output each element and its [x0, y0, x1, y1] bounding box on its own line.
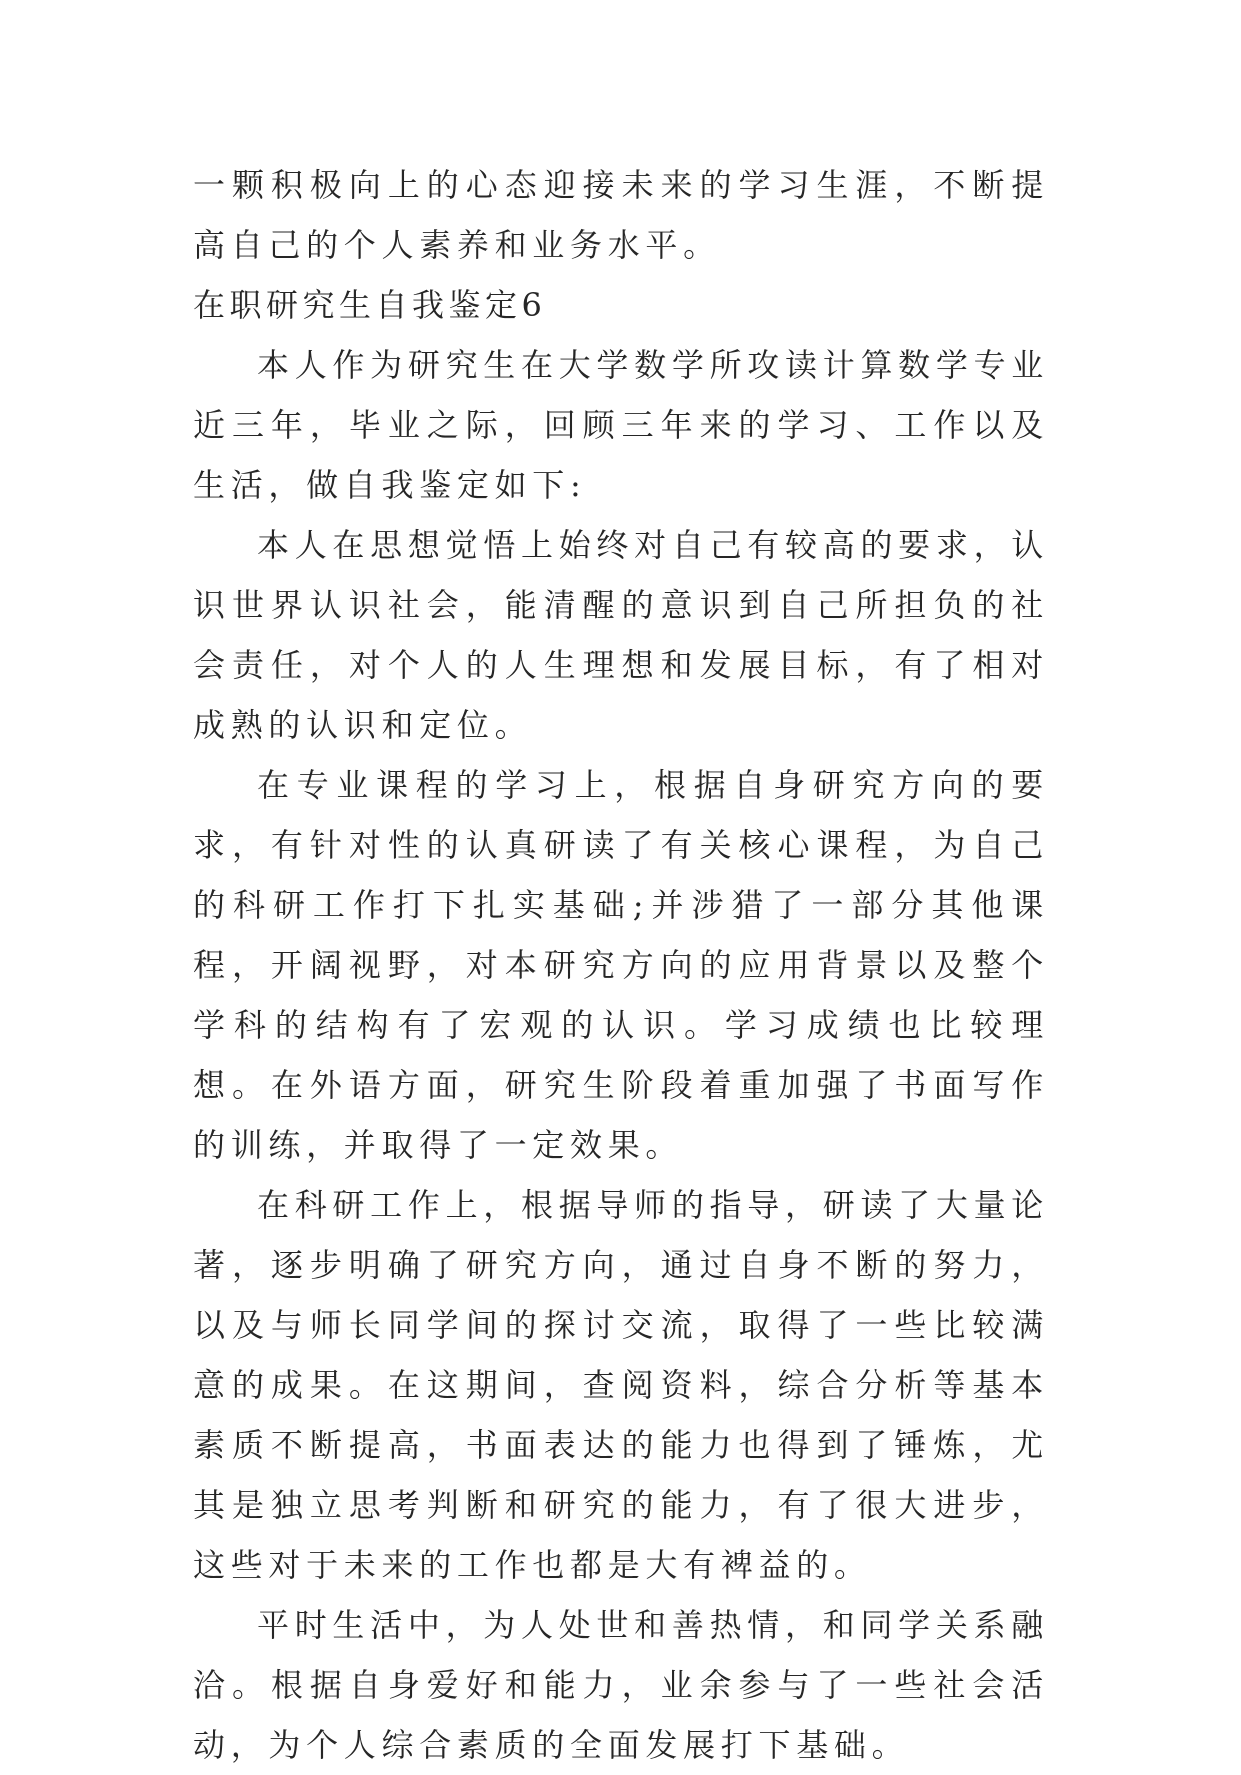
paragraph-research: 在科研工作上，根据导师的指导，研读了大量论著，逐步明确了研究方向，通过自身不断的努力，以及与师长同学间的探讨交流，取得了一些比较满意的成果。在这期间，查阅资料，综合分析等基本素质不断提高，书面表达的能力也得到了锤炼，尤其是独立思考判断和研究的能力，有了很大进步，这些对于未来的工作也都是大有裨益的。	[193, 1186, 1049, 1584]
paragraph-thought: 本人在思想觉悟上始终对自己有较高的要求，认识世界认识社会，能清醒的意识到自己所担负的社会责任，对个人的人生理想和发展目标，有了相对成熟的认识和定位。	[193, 526, 1049, 744]
section-heading: 在职研究生自我鉴定6	[193, 286, 547, 324]
continued-paragraph: 一颗积极向上的心态迎接未来的学习生涯，不断提高自己的个人素养和业务水平。	[193, 166, 1049, 264]
paragraph-intro: 本人作为研究生在大学数学所攻读计算数学专业近三年，毕业之际，回顾三年来的学习、工作以及生活，做自我鉴定如下:	[193, 346, 1049, 504]
paragraph-courses: 在专业课程的学习上，根据自身研究方向的要求，有针对性的认真研读了有关核心课程，为自己的科研工作打下扎实基础;并涉猎了一部分其他课程，开阔视野，对本研究方向的应用背景以及整个学科的结构有了宏观的认识。学习成绩也比较理想。在外语方面，研究生阶段着重加强了书面写作的训练，并取得了一定效果。	[193, 766, 1049, 1164]
paragraph-life: 平时生活中，为人处世和善热情，和同学关系融洽。根据自身爱好和能力，业余参与了一些社会活动，为个人综合素质的全面发展打下基础。	[193, 1606, 1049, 1764]
document-body	[193, 155, 1049, 1775]
